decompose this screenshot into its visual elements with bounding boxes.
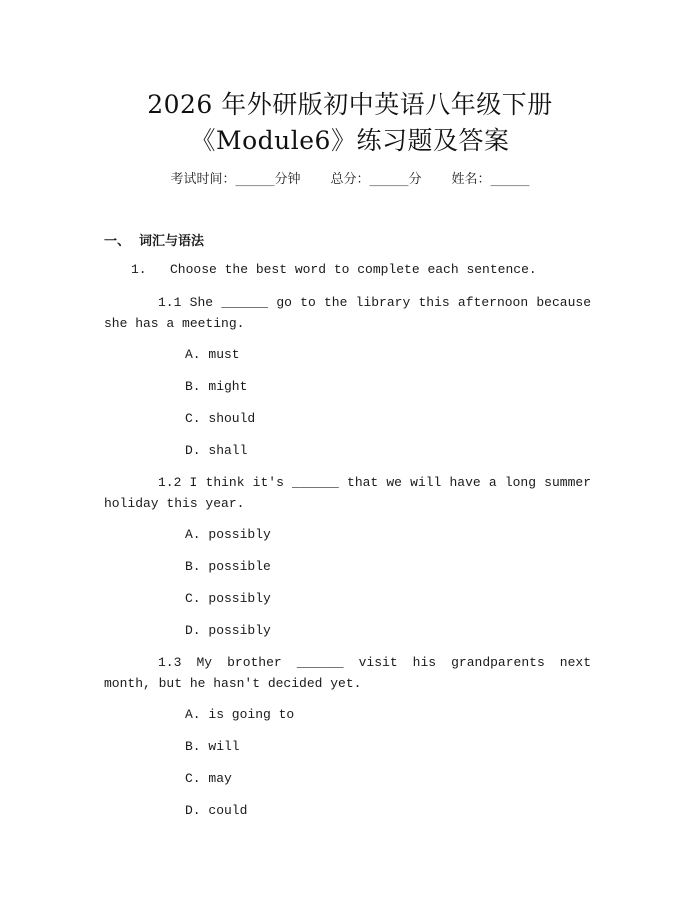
question-1-3-option-c: C. may xyxy=(185,771,232,786)
question-1-2-option-d: D. possibly xyxy=(185,623,271,638)
question-1-3-option-b: B. will xyxy=(185,739,240,754)
question-1-1-option-c: C. should xyxy=(185,411,256,426)
question-1-2-text: 1.2 I think it's ______ that we will have a long summer holiday this year. xyxy=(104,475,591,511)
question-1-3-text: 1.3 My brother ______ visit his grandparents next month, but he hasn't decided yet. xyxy=(104,655,591,691)
question-1-1-option-b: B. might xyxy=(185,379,248,394)
question-1-2-option-b: B. possible xyxy=(185,559,271,574)
question-1-1-text: 1.1 She ______ go to the library this afternoon because she has a meeting. xyxy=(104,295,591,331)
exam-time-field: 考试时间：______分钟 xyxy=(170,172,301,187)
question-1-3-option-a: A. is going to xyxy=(185,707,295,722)
exam-info-row xyxy=(0,168,700,187)
student-name-field: 姓名：______ xyxy=(451,172,530,187)
document-title-line-1: 2026 年外研版初中英语八年级下册 xyxy=(147,90,553,119)
exam-score-field: 总分：______分 xyxy=(330,172,422,187)
question-instruction: 1. Choose the best word to complete each sentence. xyxy=(131,262,537,277)
document-title-line-2: 《Module6》练习题及答案 xyxy=(190,126,510,155)
question-1-2-option-c: C. possibly xyxy=(185,591,271,606)
question-1-1-option-d: D. shall xyxy=(185,443,248,458)
question-1-1-option-a: A. must xyxy=(185,347,240,362)
section-heading: 一、 词汇与语法 xyxy=(104,234,205,249)
question-1-3-option-d: D. could xyxy=(185,803,248,818)
question-1-2-option-a: A. possibly xyxy=(185,527,271,542)
